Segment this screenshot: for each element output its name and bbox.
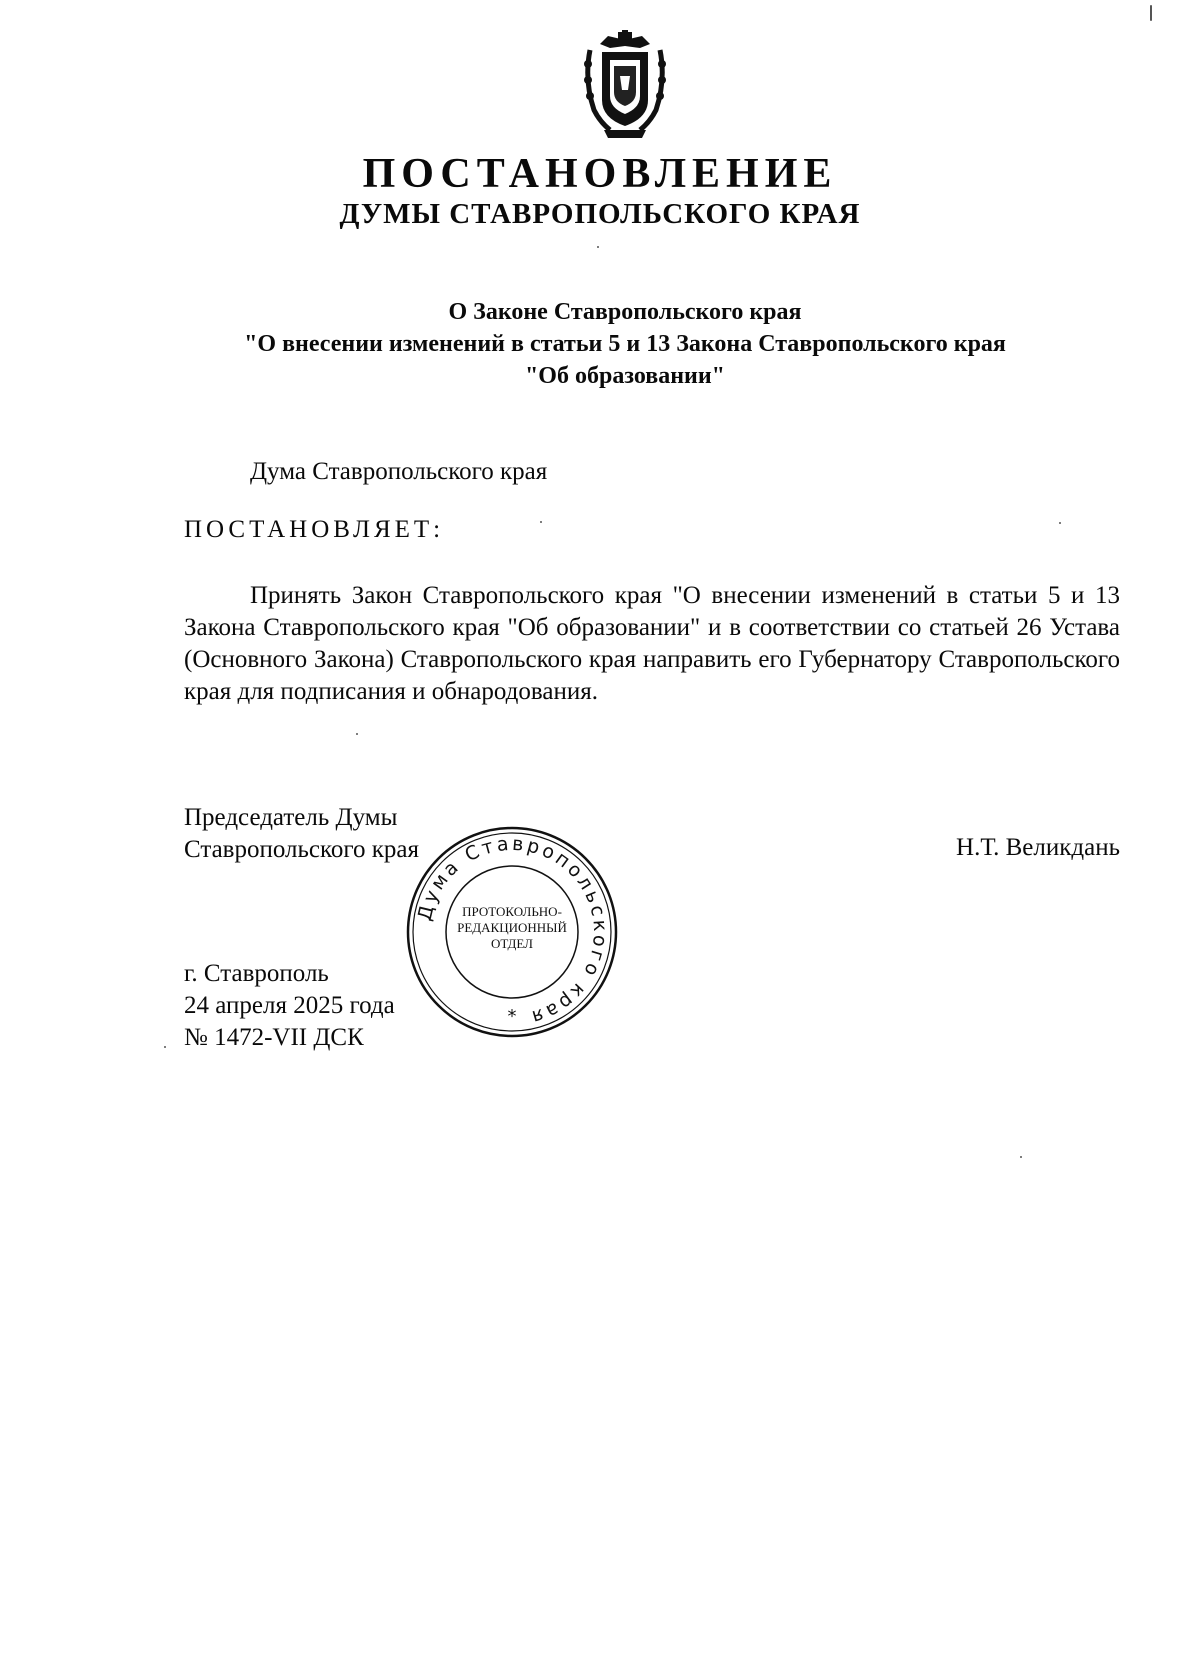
seal-center-line-2: РЕДАКЦИОННЫЙ	[457, 920, 567, 935]
scan-speck	[1150, 5, 1152, 21]
subject-line-2: "О внесении изменений в статьи 5 и 13 Закона Ставропольского края	[244, 331, 1006, 357]
subject-line-1: О Законе Ставропольского края	[448, 299, 802, 325]
document-subject	[0, 296, 1200, 392]
document-issuer: ДУМЫ СТАВРОПОЛЬСКОГО КРАЯ	[339, 198, 861, 230]
signatory-name: Н.Т. Великдань	[956, 834, 1120, 861]
signatory-position	[184, 802, 419, 866]
scan-speck	[1059, 522, 1061, 524]
signatory-position-line-2: Ставропольского края	[184, 836, 419, 863]
coat-of-arms-emblem	[580, 30, 670, 140]
subject-line-3: "Об образовании"	[524, 363, 725, 389]
document-requisites	[184, 958, 395, 1054]
document-intro: Дума Ставропольского края	[250, 458, 548, 485]
seal-center-line-1: ПРОТОКОЛЬНО-	[462, 904, 562, 919]
scan-speck	[1020, 1156, 1022, 1158]
scan-speck	[356, 733, 358, 735]
document-number: № 1472-VII ДСК	[184, 1024, 364, 1051]
document-heading: ПОСТАНОВЛЕНИЕ	[362, 151, 838, 197]
official-seal-stamp	[402, 822, 622, 1042]
decree-body: Принять Закон Ставропольского края "О внесении изменений в статьи 5 и 13 Закона Ставропольского края "Об образовании" и в соответствии со статьей 26 Устава (Основного Закона) Ставропольского края направить его Губернатору Ставропольского края для подписания и обнародования.	[184, 582, 1120, 705]
document-date: 24 апреля 2025 года	[184, 992, 395, 1019]
seal-center-line-3: ОТДЕЛ	[491, 936, 533, 951]
signatory-position-line-1: Председатель Думы	[184, 804, 398, 831]
decree-word: ПОСТАНОВЛЯЕТ:	[184, 516, 445, 543]
document-place: г. Ставрополь	[184, 960, 329, 987]
scan-speck	[540, 521, 542, 523]
seal-ring-text: Дума Ставропольского края	[413, 832, 612, 1030]
scan-speck	[164, 1046, 166, 1048]
scan-speck	[597, 246, 599, 248]
seal-star: *	[507, 1006, 517, 1027]
